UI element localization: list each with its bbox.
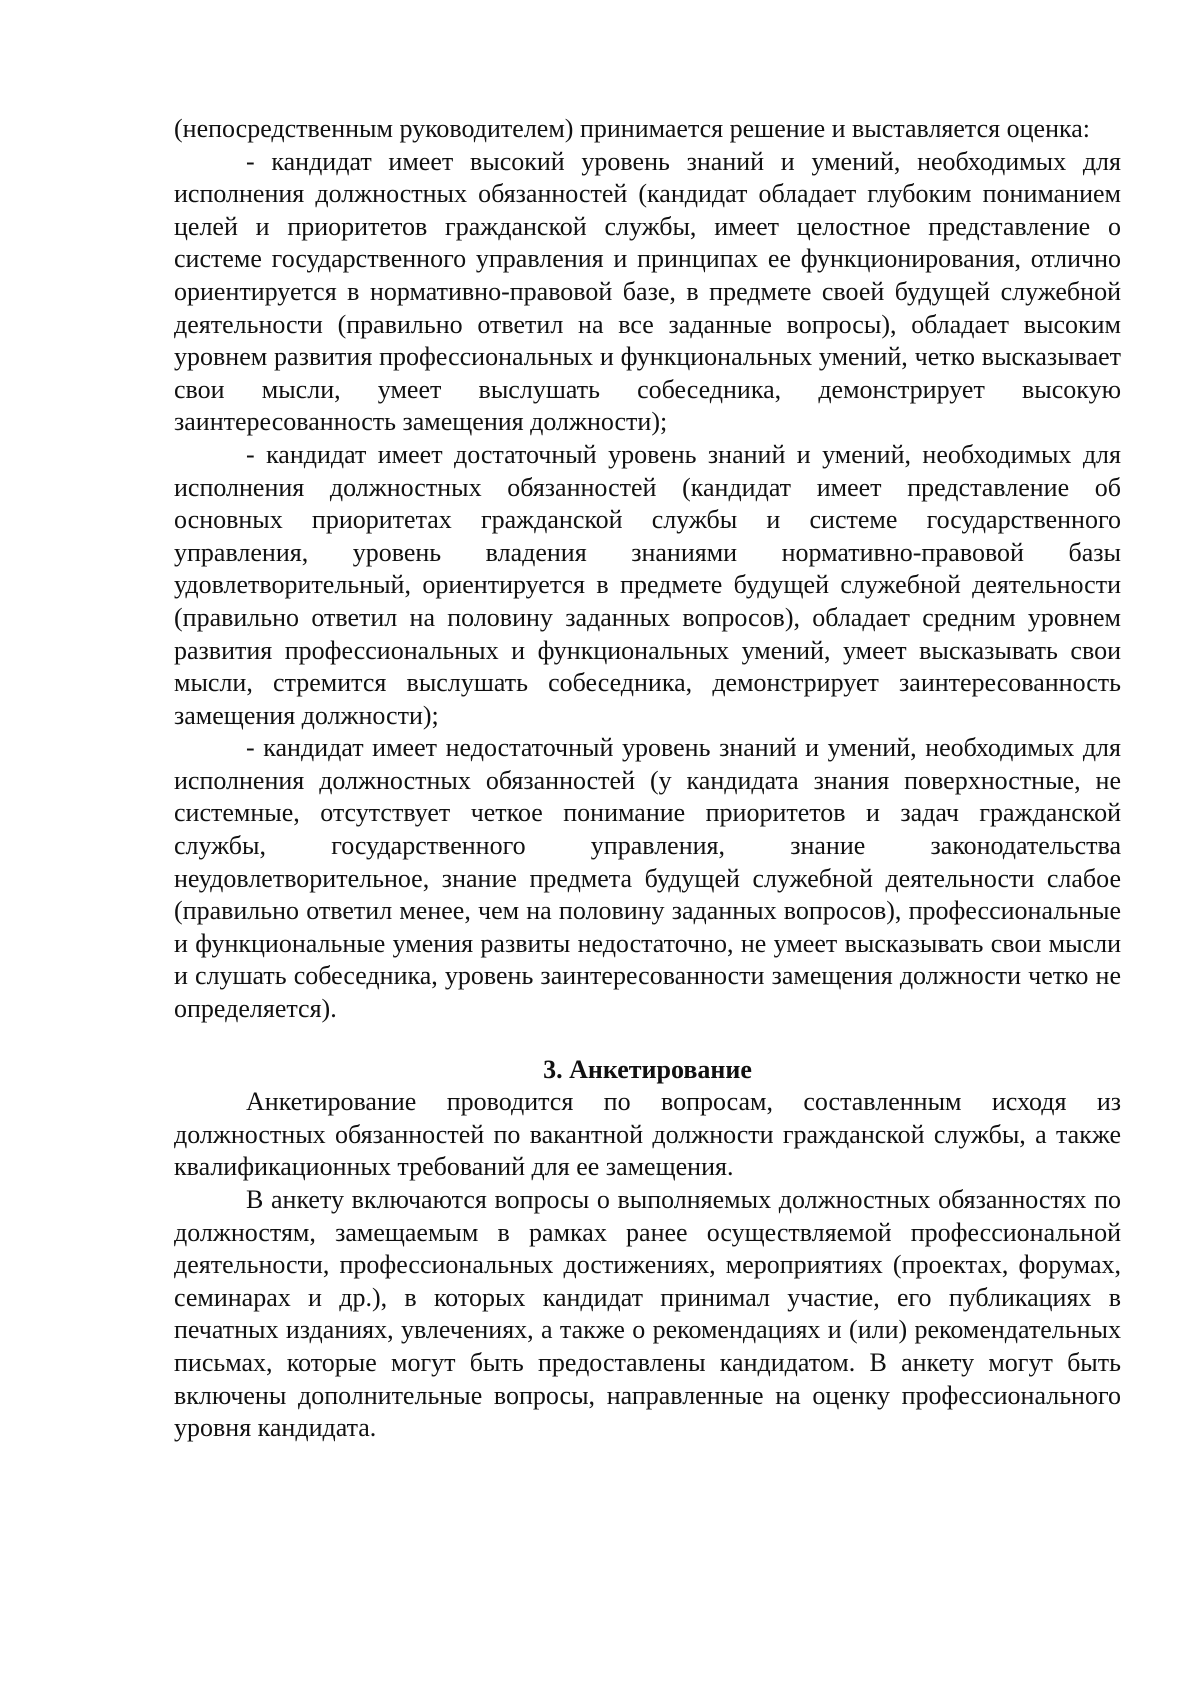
paragraph-insufficient-level-criteria: - кандидат имеет недостаточный уровень знаний и умений, необходимых для исполнения должностных обязанностей (у кандидата знания поверхностные, не системные, отсутствует четкое понимание приоритетов и задач гражданской службы, государственного управления, знание законодательства неудовлетворительное, знание предмета будущей служебной деятельности слабое (правильно ответил менее, чем на половину заданных вопросов), профессиональные и функциональные умения развиты недостаточно, не умеет высказывать свои мысли и слушать собеседника, уровень заинтересованности замещения должности четко не определяется). (174, 733, 1121, 1024)
paragraph-sufficient-level-criteria: - кандидат имеет достаточный уровень знаний и умений, необходимых для исполнения должностных обязанностей (кандидат имеет представление об основных приоритетах гражданской службы и системе государственного управления, уровень владения знаниями нормативно-правовой базы удовлетворительный, ориентируется в предмете будущей служебной деятельности (правильно ответил на половину заданных вопросов), обладает средним уровнем развития профессиональных и функциональных умений, умеет высказывать свои мысли, стремится выслушать собеседника, демонстрирует заинтересованность замещения должности); (174, 439, 1121, 730)
paragraph-decision-intro: (непосредственным руководителем) принимается решение и выставляется оценка: (174, 114, 1090, 143)
paragraph-questionnaire-content: В анкету включаются вопросы о выполняемых должностных обязанностях по должностям, замещаемым в рамках ранее осуществляемой профессиональной деятельности, профессиональных достижениях, мероприятиях (проектах, форумах, семинарах и др.), в которых кандидат принимал участие, его публикациях в печатных изданиях, увлечениях, а также о рекомендациях и (или) рекомендательных письмах, которые могут быть предоставлены кандидатом. В анкету могут быть включены дополнительные вопросы, направленные на оценку профессионального уровня кандидата. (174, 1185, 1121, 1443)
section-heading-questionnaire: 3. Анкетирование (543, 1054, 752, 1084)
paragraph-questionnaire-basis: Анкетирование проводится по вопросам, составленным исходя из должностных обязанностей по вакантной должности гражданской службы, а также квалификационных требований для ее замещения. (174, 1087, 1121, 1182)
document-page (174, 113, 1121, 1445)
paragraph-high-level-criteria: - кандидат имеет высокий уровень знаний и умений, необходимых для исполнения должностных обязанностей (кандидат обладает глубоким пониманием целей и приоритетов гражданской службы, имеет целостное представление о системе государственного управления и принципах ее функционирования, отлично ориентируется в нормативно-правовой базе, в предмете своей будущей служебной деятельности (правильно ответил на все заданные вопросы), обладает высоким уровнем развития профессиональных и функциональных умений, четко высказывает свои мысли, умеет выслушать собеседника, демонстрирует высокую заинтересованность замещения должности); (174, 146, 1121, 437)
